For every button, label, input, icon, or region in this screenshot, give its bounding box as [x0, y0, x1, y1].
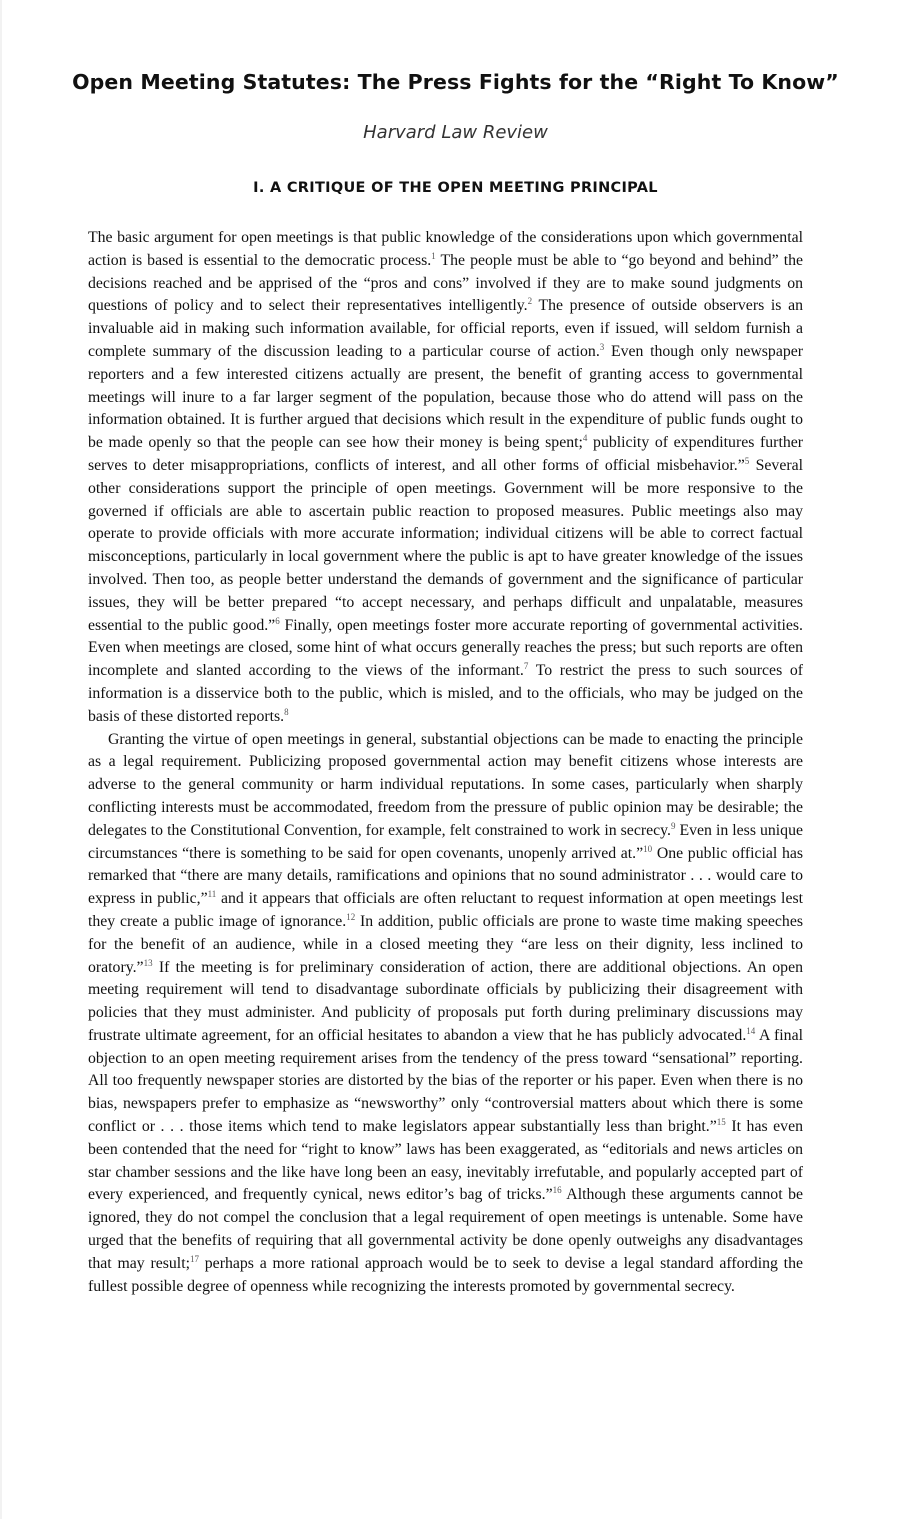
footnote-marker: 16 — [552, 1185, 562, 1196]
paragraph-text: Although these arguments cannot be ignored, they do not compel the conclusion that a legal requirement of open meetings is untenable. Some have urged that the benefits of requiring that all governmental activity be done openly outweighs any disadvantages that may result; — [88, 1186, 803, 1272]
paragraph-text: Finally, open meetings foster more accurate reporting of governmental activities. Even when meetings are closed, some hint of what occurs generally reaches the press; but such reports are often incomplete and slanted according to the views of the informant. — [88, 616, 803, 680]
paragraph-text: Even in less unique circumstances “there is something to be said for open covenants, unopenly arrived at.” — [88, 821, 803, 862]
paragraph-text: The basic argument for open meetings is that public knowledge of the considerations upon which governmental action is based is essential to the democratic process. — [88, 229, 803, 269]
paragraph-text: perhaps a more rational approach would be to seek to devise a legal standard affording the fullest possible degree of openness while recognizing the interests promoted by governmental secrecy. — [88, 1254, 803, 1295]
footnote-marker: 13 — [143, 957, 153, 968]
footnote-marker: 3 — [599, 341, 605, 352]
paragraph-text: One public official has remarked that “there are many details, ramifications and opinions that no sound administrator . . . would care to express in public,” — [88, 844, 803, 908]
footnote-marker: 7 — [523, 661, 529, 672]
paragraph-text: Several other considerations support the principle of open meetings. Government will be more responsive to the governed if officials are able to ascertain public reaction to proposed measures. Public meetings also may operate to provide officials with more accurate information; individual citizens will be able to correct factual misconceptions, particularly in local government where the public is apt to have greater knowledge of the issues involved. Then too, as people better understand the demands of government and the significance of particular issues, they will be better prepared “to accept necessary, and perhaps difficult and unpalatable, measures essential to the public good.” — [88, 456, 803, 634]
footnote-marker: 14 — [746, 1025, 756, 1036]
footnote-marker: 15 — [716, 1117, 726, 1128]
footnote-marker: 17 — [189, 1253, 199, 1264]
paragraph-text: In addition, public officials are prone to waste time making speeches for the benefit of an audience, while in a closed meeting they “are less on their dignity, less inclined to oratory.” — [88, 912, 803, 976]
footnote-marker: 10 — [643, 843, 653, 854]
footnote-marker: 1 — [431, 250, 436, 261]
section-heading: I. A CRITIQUE OF THE OPEN MEETING PRINCIPAL — [253, 180, 658, 196]
paragraph-text: Even though only newspaper reporters and a few interested citizens actually are present, the benefit of granting access to governmental meetings will inure to a far larger segment of the population, because those who do attend will pass on the information obtained. It is further argued that decisions which result in the expenditure of public funds ought to be made openly so that the people can see how their money is being spent; — [88, 342, 803, 452]
paragraph-text: Granting the virtue of open meetings in general, substantial objections can be made to enacting the principle as a legal requirement. Publicizing proposed governmental action may benefit citizens whose interests are adverse to the general community or harm individual reputations. In some cases, particularly when sharply conflicting interests must be accommodated, freedom from the pressure of public opinion may be desirable; the delegates to the Constitutional Convention, for example, felt constrained to work in secrecy. — [88, 730, 803, 839]
paragraph-text: It has even been contended that the need for “right to know” laws has been exaggerated, as “editorials and news articles on star chamber sessions and the like have long been an easy, inevitably irrefutable, and popularly accepted part of every experienced, and frequently cynical, news editor’s bag of tricks.” — [88, 1118, 803, 1204]
paragraph-text: The people must be able to “go beyond and behind” the decisions reached and be apprised of the “pros and cons” involved if they are to make sound judgments on questions of policy and to select their representatives intelligently. — [88, 251, 803, 315]
footnote-marker: 6 — [275, 615, 280, 626]
footnote-marker: 11 — [207, 889, 217, 900]
paragraph-text: If the meeting is for preliminary consideration of action, there are additional objections. An open meeting requirement will tend to disadvantage subordinate officials by publicizing their disagreement with policies that they must administer. And publicity of proposals put forth during preliminary discussions may frustrate ultimate agreement, for an official hesitates to abandon a view that he has publicly advocated. — [88, 958, 803, 1044]
document-title: Open Meeting Statutes: The Press Fights for the “Right To Know” — [72, 70, 839, 94]
paragraph-text: A final objection to an open meeting requirement arises from the tendency of the press toward “sensational” reporting. All too frequently newspaper stories are distorted by the bias of the reporter or his paper. Even when there is no bias, newspapers prefer to emphasize as “newsworthy” only “controversial matters about which there is some conflict or . . . those items which tend to make legislators appear substantially less than bright.” — [88, 1026, 803, 1136]
paragraph-text: and it appears that officials are often reluctant to request information at open meetings lest they create a public image of ignorance. — [88, 890, 803, 930]
footnote-marker: 8 — [284, 706, 289, 717]
paragraph-2 — [88, 729, 803, 1299]
paragraph-text: The presence of outside observers is an invaluable aid in making such information available, for official reports, even if issued, will seldom furnish a complete summary of the discussion leading to a particular course of action. — [88, 297, 803, 360]
article-body — [88, 227, 803, 1298]
footnote-marker: 2 — [527, 296, 533, 307]
footnote-marker: 4 — [582, 433, 588, 444]
document-source: Harvard Law Review — [363, 122, 548, 143]
paragraph-1 — [88, 227, 803, 729]
paragraph-text: publicity of expenditures further serves to deter misappropriations, conflicts of interest, and all other forms of official misbehavior.” — [88, 434, 803, 474]
paragraph-text: To restrict the press to such sources of information is a disservice both to the public, which is misled, and to the officials, who may be judged on the basis of these distorted reports. — [88, 662, 804, 725]
footnote-marker: 9 — [670, 820, 676, 831]
footnote-marker: 5 — [744, 455, 750, 466]
page-edge — [0, 0, 2, 1519]
footnote-marker: 12 — [346, 911, 356, 922]
